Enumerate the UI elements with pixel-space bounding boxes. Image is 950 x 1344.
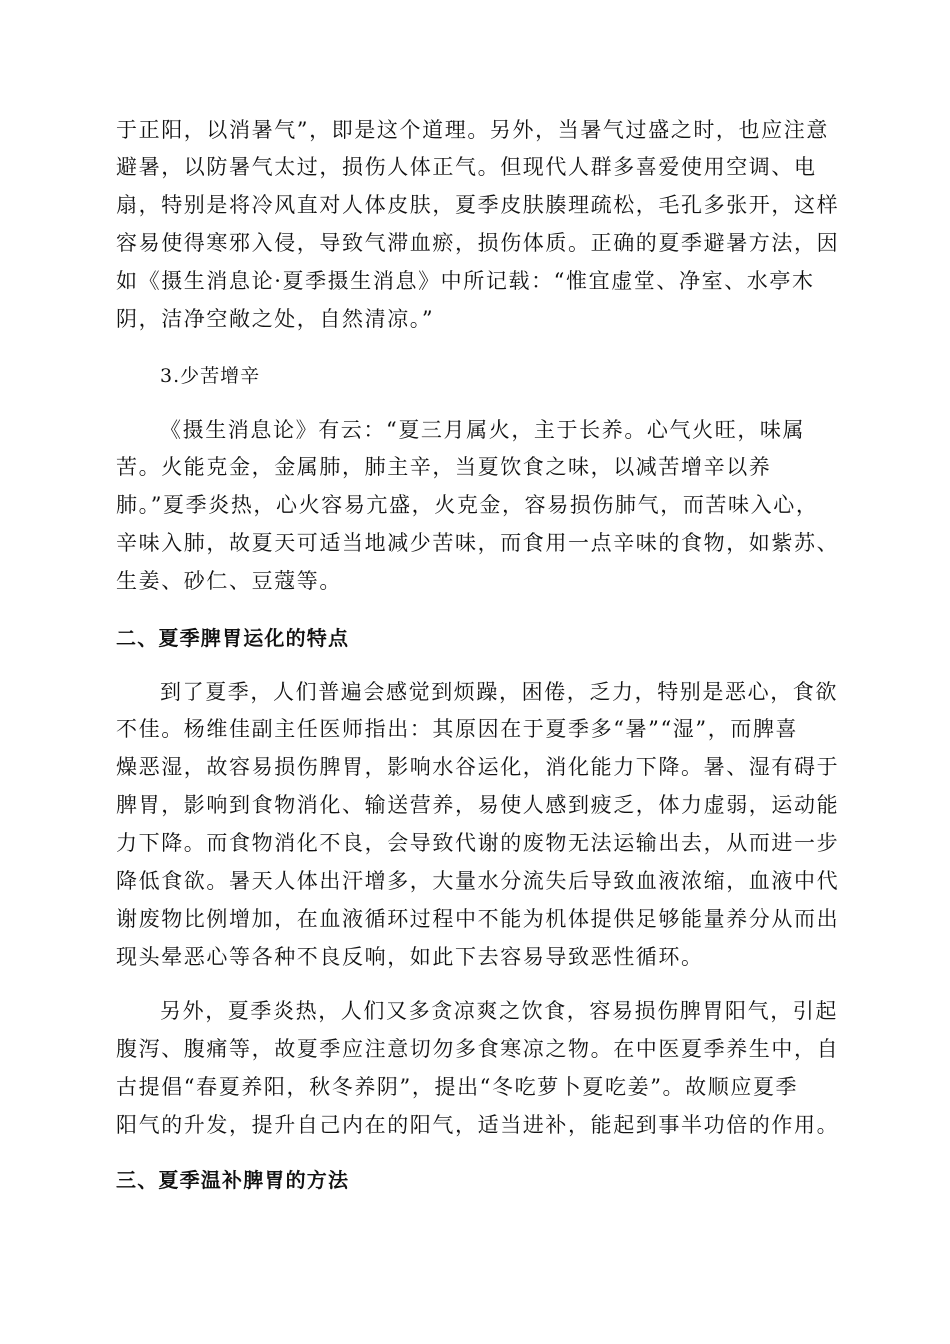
paragraph-line: 扇，特别是将冷风直对人体皮肤，夏季皮肤腠理疏松，毛孔多张开，这样: [116, 193, 840, 217]
paragraph-line: 另外，夏季炎热，人们又多贪凉爽之饮食，容易损伤脾胃阳气，引起: [160, 999, 838, 1023]
paragraph-line: 腹泻、腹痛等，故夏季应注意切勿多食寒凉之物。在中医夏季养生中，自: [116, 1037, 840, 1061]
paragraph-line: 燥恶湿，故容易损伤脾胃，影响水谷运化，消化能力下降。暑、湿有碍于: [116, 755, 840, 779]
paragraph-line: 古提倡“春夏养阳，秋冬养阴”，提出“冬吃萝卜夏吃姜”。故顺应夏季: [116, 1075, 799, 1099]
paragraph-line: 苦。火能克金，金属肺，肺主辛，当夏饮食之味，以减苦增辛以养: [116, 455, 772, 479]
paragraph-line: 《摄生消息论》有云：“夏三月属火，主于长养。心气火旺，味属: [160, 418, 806, 442]
section-heading: 二、夏季脾胃运化的特点: [116, 626, 350, 650]
paragraph-line: 到了夏季，人们普遍会感觉到烦躁，困倦，乏力，特别是恶心，食欲: [160, 680, 838, 704]
paragraph-line: 阴，洁净空敞之处，自然清凉。”: [116, 307, 435, 331]
paragraph-line: 容易使得寒邪入侵，导致气滞血瘀，损伤体质。正确的夏季避暑方法，因: [116, 231, 840, 255]
paragraph-line: 辛味入肺，故夏天可适当地减少苦味，而食用一点辛味的食物，如紫苏、: [116, 531, 840, 555]
paragraph-line: 于正阳，以消暑气”，即是这个道理。另外，当暑气过盛之时，也应注意: [116, 118, 829, 142]
paragraph-line: 脾胃，影响到食物消化、输送营养，易使人感到疲乏，体力虚弱，运动能: [116, 793, 840, 817]
paragraph-line: 力下降。而食物消化不良，会导致代谢的废物无法运输出去，从而进一步: [116, 831, 840, 855]
paragraph-line: 谢废物比例增加，在血液循环过程中不能为机体提供足够能量养分从而出: [116, 907, 840, 931]
paragraph-line: 阳气的升发，提升自己内在的阳气，适当进补，能起到事半功倍的作用。: [116, 1113, 840, 1137]
paragraph-line: 避暑，以防暑气太过，损伤人体正气。但现代人群多喜爱使用空调、电: [116, 155, 817, 179]
paragraph-line: 不佳。杨维佳副主任医师指出：其原因在于夏季多“暑”“湿”，而脾喜: [116, 717, 799, 741]
section-heading: 三、夏季温补脾胃的方法: [116, 1168, 350, 1192]
paragraph-line: 如《摄生消息论·夏季摄生消息》中所记载：“惟宜虚堂、净室、水亭木: [116, 269, 815, 293]
paragraph-line: 降低食欲。暑天人体出汗增多，大量水分流失后导致血液浓缩，血液中代: [116, 869, 840, 893]
subsection-title: 3.少苦增辛: [160, 365, 261, 387]
paragraph-line: 生姜、砂仁、豆蔻等。: [116, 569, 342, 593]
paragraph-line: 现头晕恶心等各种不良反响，如此下去容易导致恶性循环。: [116, 945, 704, 969]
paragraph-line: 肺。”夏季炎热，心火容易亢盛，火克金，容易损伤肺气，而苦味入心，: [116, 493, 819, 517]
